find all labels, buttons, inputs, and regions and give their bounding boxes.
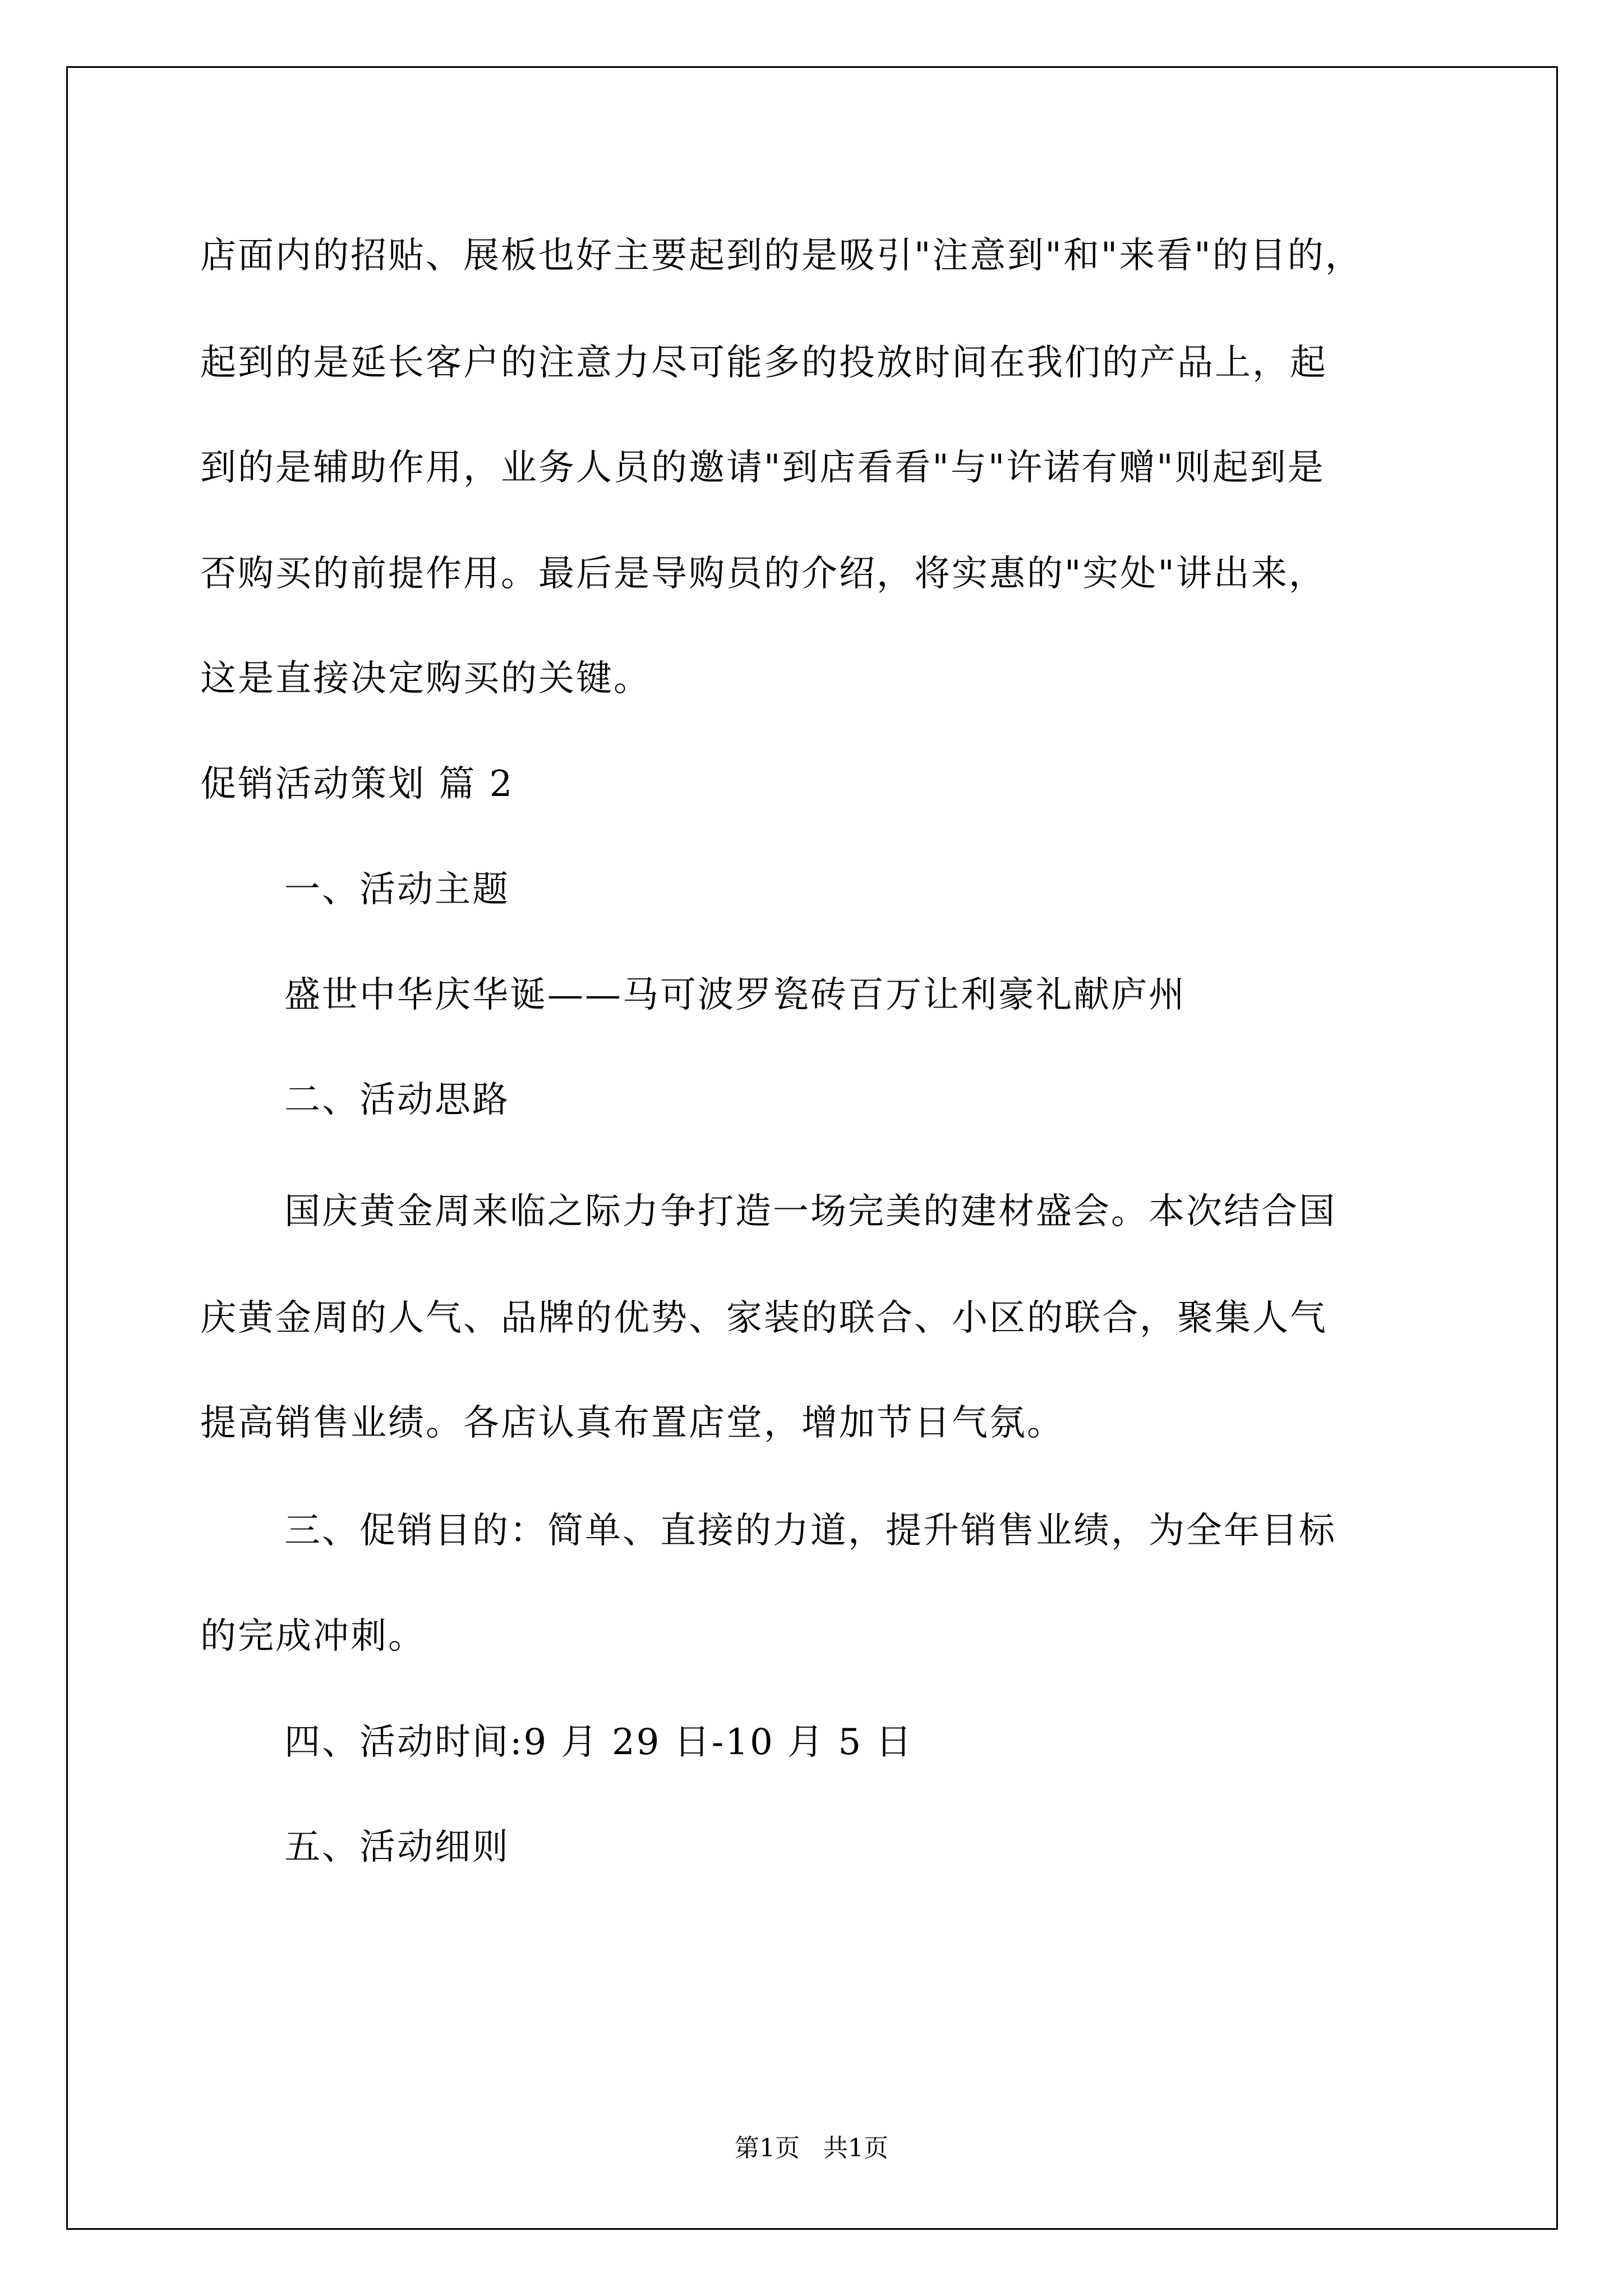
time-line: 四、活动时间:9 月 29 日-10 月 5 日 <box>284 1722 914 1763</box>
page-footer: 第1页 共1页 <box>735 2134 888 2162</box>
paragraph-line: 国庆黄金周来临之际力争打造一场完美的建材盛会。本次结合国 <box>284 1191 1336 1232</box>
paragraph-line: 到的是辅助作用，业务人员的邀请"到店看看"与"许诺有赠"则起到是 <box>200 447 1325 489</box>
paragraph-line: 庆黄金周的人气、品牌的优势、家装的联合、小区的联合，聚集人气 <box>200 1297 1327 1339</box>
paragraph-line: 的完成冲刺。 <box>200 1616 426 1657</box>
heading-details: 五、活动细则 <box>284 1826 510 1868</box>
paragraph-line: 三、促销目的：简单、直接的力道，提升销售业绩，为全年目标 <box>284 1510 1336 1552</box>
theme-text: 盛世中华庆华诞——马可波罗瓷砖百万让利豪礼献庐州 <box>284 974 1186 1016</box>
heading-theme: 一、活动主题 <box>284 869 510 910</box>
heading-approach: 二、活动思路 <box>284 1079 510 1121</box>
paragraph-line: 否购买的前提作用。最后是导购员的介绍，将实惠的"实处"讲出来， <box>200 553 1326 595</box>
page-border <box>66 66 1558 2230</box>
paragraph-line: 提高销售业绩。各店认真布置店堂，增加节日气氛。 <box>200 1402 1064 1444</box>
section-title: 促销活动策划 篇 2 <box>200 763 514 805</box>
paragraph-line: 这是直接决定购买的关键。 <box>200 658 651 700</box>
paragraph-line: 店面内的招贴、展板也好主要起到的是吸引"注意到"和"来看"的目的， <box>200 235 1363 277</box>
paragraph-line: 起到的是延长客户的注意力尽可能多的投放时间在我们的产品上，起 <box>200 342 1327 384</box>
